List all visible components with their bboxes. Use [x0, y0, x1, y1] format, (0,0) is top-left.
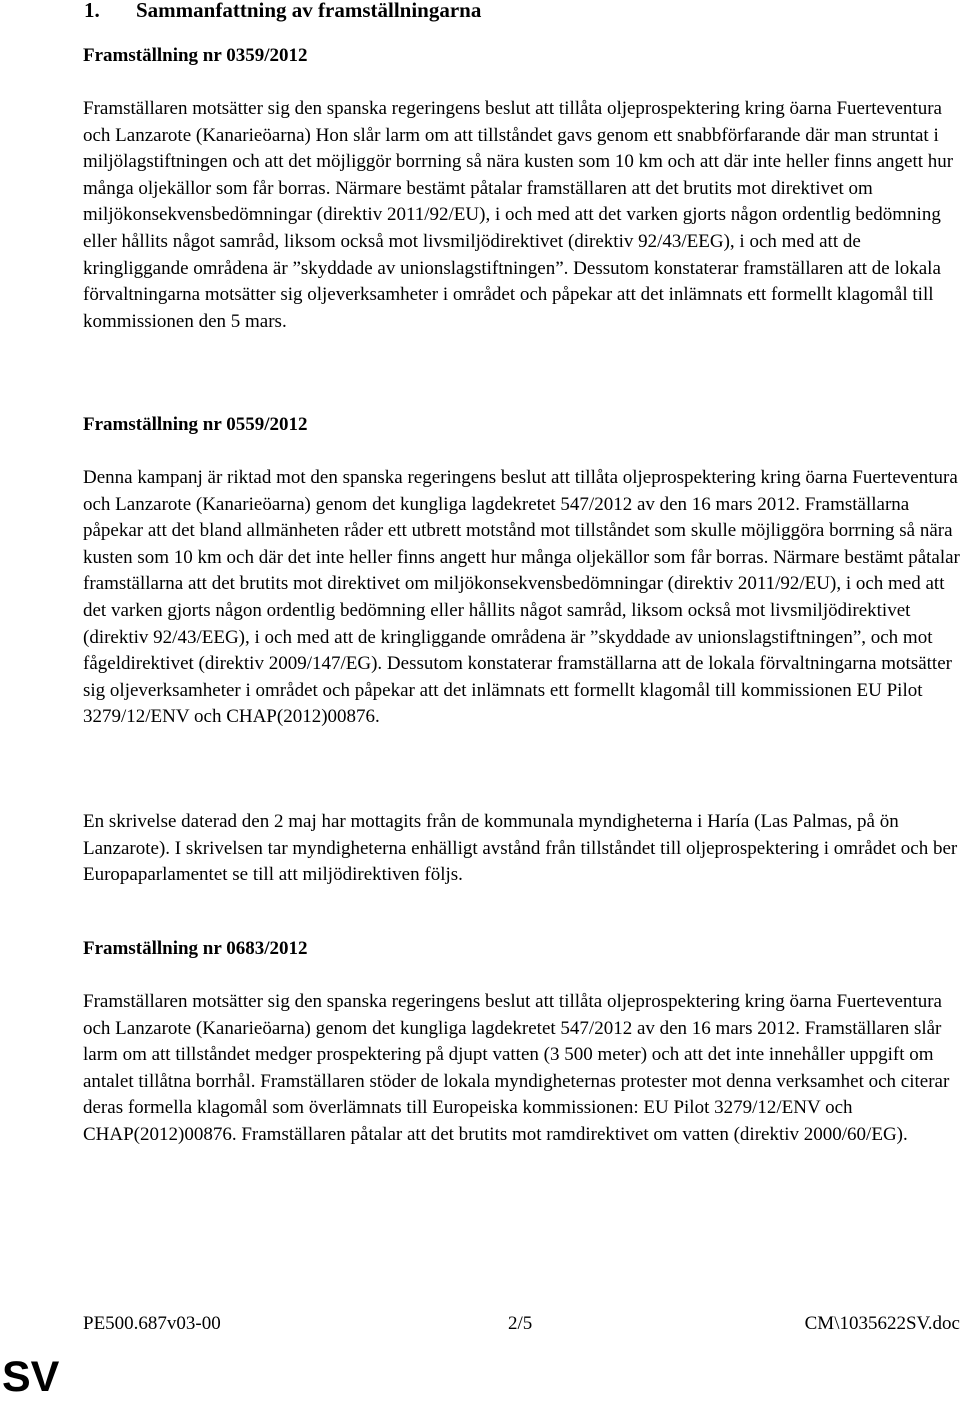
page-footer [0, 1313, 960, 1339]
section-title-0559: Framställning nr 0559/2012 [83, 414, 308, 435]
section-title-0359: Framställning nr 0359/2012 [83, 45, 308, 66]
footer-page-number: 2/5 [508, 1313, 533, 1334]
heading-number: 1. [84, 0, 100, 22]
paragraph-0683: Framställaren motsätter sig den spanska regeringens beslut att tillåta oljeprospektering kring öarna Fuerteventura och Lanzarote (Kanarieöarna) genom det kungliga lagdekretet 547/2012 av den 16 mars 2012. Framställaren slår larm om att tillståndet medger prospektering på djupt vatten (3 500 meter) och att det inte innehåller uppgift om antalet tillåtna borrhål. Framställaren stöder de lokala myndigheternas protester mot denna verksamhet och citerar deras formella klagomål som överlämnats till Europeiska kommissionen: EU Pilot 3279/12/ENV och CHAP(2012)00876. Framställaren påtalar att det brutits mot ramdirektivet om vatten (direktiv 2000/60/EG). [83, 991, 950, 1145]
footer-document-id: CM\1035622SV.doc [804, 1313, 960, 1334]
heading-title: Sammanfattning av framställningarna [136, 0, 482, 22]
main-heading [84, 0, 481, 23]
paragraph-0559-letter: En skrivelse daterad den 2 maj har mottagits från de kommunala myndigheterna i Haría (Las Palmas, på ön Lanzarote). I skrivelsen tar myndigheterna enhälligt avstånd från tillståndet till oljeprospektering i området och ber Europaparlamentet se till att miljödirektiven följs. [83, 811, 958, 886]
paragraph-0559-main: Denna kampanj är riktad mot den spanska regeringens beslut att tillåta oljeprospektering kring öarna Fuerteventura och Lanzarote (Kanarieöarna) genom det kungliga lagdekretet 547/2012 av den 16 mars 2012. Framställarna påpekar att det bland allmänheten råder ett utbrett motstånd mot tillståndet som skulle möjliggöra borrning så nära kusten som 10 km och där det inte heller finns angett hur många oljekällor som får borras. Närmare bestämt påtalar framställarna att det brutits mot direktivet om miljökonsekvensbedömningar (direktiv 2011/92/EU), i och med att det varken gjorts någon ordentlig bedömning eller hållits något samråd, liksom också mot livsmiljödirektivet (direktiv 92/43/EEG), i och med att de kringliggande områdena är ”skyddade av unionslagstiftningen”, och mot fågeldirektivet (direktiv 2009/147/EG). Dessutom konstaterar framställarna att de lokala förvaltningarna motsätter sig oljeverksamheter i området och påpekar att det inlämnats ett formellt klagomål till kommissionen EU Pilot 3279/12/ENV och CHAP(2012)00876. [83, 467, 960, 728]
paragraph-0359: Framställaren motsätter sig den spanska regeringens beslut att tillåta oljeprospektering kring öarna Fuerteventura och Lanzarote (Kanarieöarna) Hon slår larm om att tillståndet gavs genom ett snabbförfarande där man struntat i miljölagstiftningen och att det möjliggör borrning så nära kusten som 10 km och att där inte heller finns angett hur många oljekällor som får borras. Närmare bestämt påtalar framställaren att det brutits mot direktivet om miljökonsekvensbedömningar (direktiv 2011/92/EU), i och med att det varken gjorts någon ordentlig bedömning eller hållits något samråd, liksom också mot livsmiljödirektivet (direktiv 92/43/EEG), i och med att de kringliggande områdena är ”skyddade av unionslagstiftningen”. Dessutom konstaterar framställaren att de lokala förvaltningarna motsätter sig oljeverksamheter i området och påpekar att det inlämnats ett formellt klagomål till kommissionen den 5 mars. [83, 98, 954, 332]
footer-reference: PE500.687v03-00 [83, 1313, 221, 1334]
language-code: SV [2, 1353, 60, 1401]
section-title-0683: Framställning nr 0683/2012 [83, 938, 308, 959]
